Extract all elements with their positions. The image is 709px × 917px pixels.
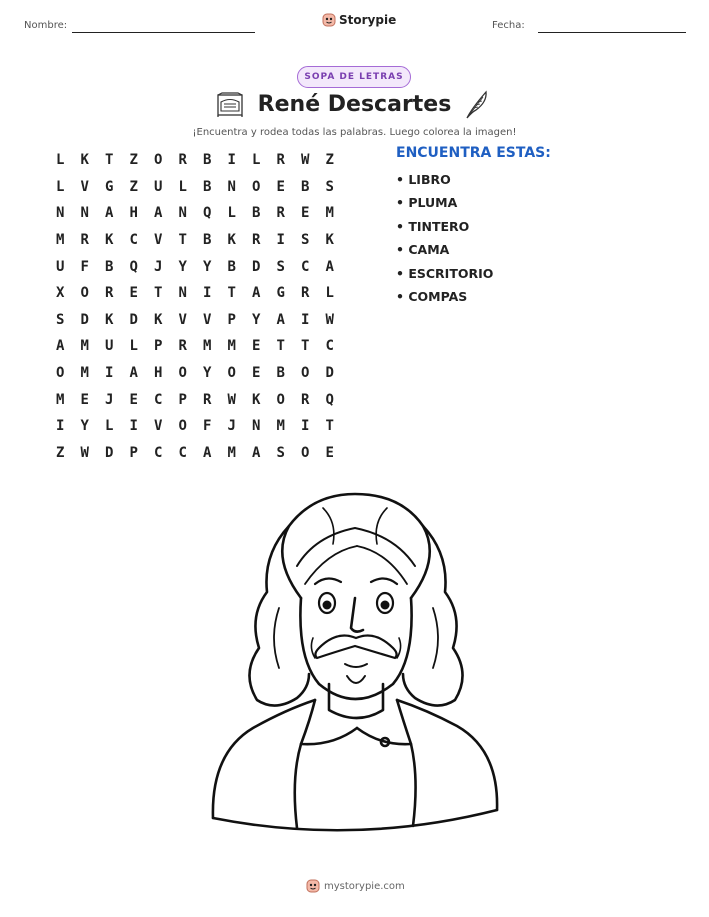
grid-letter[interactable]: N [227, 178, 236, 195]
grid-letter[interactable]: M [227, 338, 236, 355]
grid-letter[interactable]: J [154, 258, 163, 275]
grid-letter[interactable]: B [203, 232, 212, 249]
grid-letter[interactable]: P [227, 311, 236, 328]
grid-letter[interactable]: A [129, 365, 138, 382]
grid-letter[interactable]: M [80, 338, 89, 355]
grid-letter[interactable]: U [154, 178, 163, 195]
grid-letter[interactable]: O [301, 365, 310, 382]
grid-letter[interactable]: K [105, 232, 114, 249]
grid-letter[interactable]: A [203, 444, 212, 461]
grid-letter[interactable]: P [154, 338, 163, 355]
name-field[interactable] [72, 32, 255, 33]
grid-letter[interactable]: C [325, 338, 334, 355]
grid-letter[interactable]: U [105, 338, 114, 355]
footer-url[interactable]: mystorypie.com [324, 880, 405, 892]
grid-letter[interactable]: L [56, 152, 65, 169]
storypie-mascot-icon [322, 13, 336, 27]
grid-letter[interactable]: B [276, 365, 285, 382]
grid-letter[interactable]: E [301, 205, 310, 222]
grid-letter[interactable]: B [203, 152, 212, 169]
grid-letter[interactable]: Q [325, 391, 334, 408]
grid-letter[interactable]: R [276, 205, 285, 222]
grid-letter[interactable]: O [252, 178, 261, 195]
grid-letter[interactable]: G [276, 285, 285, 302]
name-label: Nombre: [24, 20, 68, 31]
grid-letter[interactable]: W [301, 152, 310, 169]
grid-letter[interactable]: T [276, 338, 285, 355]
grid-letter[interactable]: M [203, 338, 212, 355]
grid-letter[interactable]: D [105, 444, 114, 461]
grid-letter[interactable]: T [227, 285, 236, 302]
grid-letter[interactable]: M [80, 365, 89, 382]
grid-letter[interactable]: A [56, 338, 65, 355]
word-item: • TINTERO [396, 218, 470, 234]
footer [306, 879, 405, 893]
word-list [396, 170, 493, 310]
grid-letter[interactable]: J [105, 391, 114, 408]
grid-letter[interactable]: O [227, 365, 236, 382]
grid-letter[interactable]: E [252, 365, 261, 382]
grid-letter[interactable]: R [178, 152, 187, 169]
grid-letter[interactable]: E [276, 178, 285, 195]
brand-name: Storypie [339, 13, 397, 27]
date-field[interactable] [538, 32, 686, 33]
grid-letter[interactable]: Q [203, 205, 212, 222]
grid-letter[interactable]: G [105, 178, 114, 195]
word-item: • ESCRITORIO [396, 265, 494, 281]
grid-letter[interactable]: I [276, 232, 285, 249]
grid-letter[interactable]: V [154, 418, 163, 435]
grid-letter[interactable]: C [154, 391, 163, 408]
grid-letter[interactable]: B [301, 178, 310, 195]
grid-letter[interactable]: H [154, 365, 163, 382]
grid-letter[interactable]: R [301, 391, 310, 408]
grid-letter[interactable]: Z [129, 178, 138, 195]
grid-letter[interactable]: A [252, 444, 261, 461]
grid-letter[interactable]: T [105, 152, 114, 169]
grid-letter[interactable]: E [129, 391, 138, 408]
grid-letter[interactable]: L [325, 285, 334, 302]
grid-letter[interactable]: A [325, 258, 334, 275]
grid-letter[interactable]: D [252, 258, 261, 275]
word-item: • CAMA [396, 242, 450, 258]
page-title: René Descartes [257, 92, 452, 117]
grid-letter[interactable]: V [154, 232, 163, 249]
grid-letter[interactable]: R [252, 232, 261, 249]
grid-letter[interactable]: O [178, 365, 187, 382]
grid-letter[interactable]: I [301, 418, 310, 435]
grid-letter[interactable]: I [227, 152, 236, 169]
descartes-coloring-illustration [205, 488, 505, 848]
grid-letter[interactable]: O [276, 391, 285, 408]
grid-letter[interactable]: N [56, 205, 65, 222]
word-search-grid [48, 147, 342, 466]
grid-letter[interactable]: R [80, 232, 89, 249]
grid-letter[interactable]: O [56, 365, 65, 382]
word-item: • PLUMA [396, 195, 458, 211]
grid-letter[interactable]: M [227, 444, 236, 461]
grid-letter[interactable]: A [276, 311, 285, 328]
storypie-mascot-icon [306, 879, 320, 893]
grid-letter[interactable]: W [325, 311, 334, 328]
grid-letter[interactable]: C [154, 444, 163, 461]
grid-letter[interactable]: A [252, 285, 261, 302]
word-item: • COMPAS [396, 288, 468, 304]
grid-letter[interactable]: Y [203, 365, 212, 382]
grid-letter[interactable]: Z [129, 152, 138, 169]
grid-letter[interactable]: H [129, 205, 138, 222]
grid-letter[interactable]: I [56, 418, 65, 435]
grid-letter[interactable]: N [252, 418, 261, 435]
grid-letter[interactable]: O [301, 444, 310, 461]
grid-letter[interactable]: B [227, 258, 236, 275]
grid-letter[interactable]: T [154, 285, 163, 302]
grid-letter[interactable]: S [276, 258, 285, 275]
grid-letter[interactable]: W [80, 444, 89, 461]
word-item: • LIBRO [396, 172, 451, 187]
grid-letter[interactable]: Y [203, 258, 212, 275]
grid-letter[interactable]: E [252, 338, 261, 355]
grid-letter[interactable]: T [178, 232, 187, 249]
grid-letter[interactable]: C [178, 444, 187, 461]
grid-letter[interactable]: O [80, 285, 89, 302]
grid-letter[interactable]: F [203, 418, 212, 435]
grid-letter[interactable]: X [56, 285, 65, 302]
grid-letter[interactable]: T [325, 418, 334, 435]
grid-letter[interactable]: M [56, 391, 65, 408]
grid-letter[interactable]: I [301, 311, 310, 328]
grid-letter[interactable]: B [252, 205, 261, 222]
grid-letter[interactable]: R [105, 285, 114, 302]
grid-letter[interactable]: Y [178, 258, 187, 275]
grid-letter[interactable]: P [129, 444, 138, 461]
grid-letter[interactable]: K [154, 311, 163, 328]
grid-letter[interactable]: B [105, 258, 114, 275]
grid-letter[interactable]: A [154, 205, 163, 222]
grid-letter[interactable]: V [203, 311, 212, 328]
grid-letter[interactable]: N [80, 205, 89, 222]
grid-letter[interactable]: R [203, 391, 212, 408]
grid-letter[interactable]: L [227, 205, 236, 222]
grid-letter[interactable]: A [105, 205, 114, 222]
grid-letter[interactable]: K [325, 232, 334, 249]
grid-letter[interactable]: K [252, 391, 261, 408]
grid-letter[interactable]: L [129, 338, 138, 355]
grid-letter[interactable]: M [56, 232, 65, 249]
word-list-heading: ENCUENTRA ESTAS: [396, 145, 551, 161]
grid-letter[interactable]: E [80, 391, 89, 408]
worksheet-type-badge: SOPA DE LETRAS [297, 66, 411, 88]
grid-letter[interactable]: D [129, 311, 138, 328]
grid-letter[interactable]: L [56, 178, 65, 195]
grid-letter[interactable]: K [80, 152, 89, 169]
grid-letter[interactable]: M [325, 205, 334, 222]
grid-letter[interactable]: C [129, 232, 138, 249]
grid-letter[interactable]: Z [325, 152, 334, 169]
grid-letter[interactable]: S [56, 311, 65, 328]
grid-letter[interactable]: S [325, 178, 334, 195]
grid-letter[interactable]: E [325, 444, 334, 461]
grid-letter[interactable]: R [301, 285, 310, 302]
grid-letter[interactable]: V [178, 311, 187, 328]
grid-letter[interactable]: Y [252, 311, 261, 328]
grid-letter[interactable]: L [252, 152, 261, 169]
grid-letter[interactable]: V [80, 178, 89, 195]
instructions: ¡Encuentra y rodea todas las palabras. Luego colorea la imagen! [192, 127, 517, 138]
grid-letter[interactable]: D [325, 365, 334, 382]
grid-letter[interactable]: M [276, 418, 285, 435]
grid-letter[interactable]: B [203, 178, 212, 195]
grid-letter[interactable]: S [301, 232, 310, 249]
grid-letter[interactable]: W [227, 391, 236, 408]
grid-letter[interactable]: L [178, 178, 187, 195]
grid-letter[interactable]: R [178, 338, 187, 355]
date-label: Fecha: [492, 20, 525, 31]
grid-letter[interactable]: Z [56, 444, 65, 461]
grid-letter[interactable]: T [301, 338, 310, 355]
grid-letter[interactable]: P [178, 391, 187, 408]
grid-letter[interactable]: F [80, 258, 89, 275]
grid-letter[interactable]: O [178, 418, 187, 435]
grid-letter[interactable]: J [227, 418, 236, 435]
grid-letter[interactable]: K [227, 232, 236, 249]
grid-letter[interactable]: I [105, 365, 114, 382]
grid-letter[interactable]: S [276, 444, 285, 461]
grid-letter[interactable]: Q [129, 258, 138, 275]
grid-letter[interactable]: L [105, 418, 114, 435]
grid-letter[interactable]: U [56, 258, 65, 275]
grid-letter[interactable]: I [203, 285, 212, 302]
grid-letter[interactable]: D [80, 311, 89, 328]
grid-letter[interactable]: C [301, 258, 310, 275]
grid-letter[interactable]: I [129, 418, 138, 435]
grid-letter[interactable]: O [154, 152, 163, 169]
grid-letter[interactable]: R [276, 152, 285, 169]
grid-letter[interactable]: K [105, 311, 114, 328]
grid-letter[interactable]: N [178, 205, 187, 222]
storypie-brand [322, 13, 396, 27]
grid-letter[interactable]: N [178, 285, 187, 302]
grid-letter[interactable]: Y [80, 418, 89, 435]
grid-letter[interactable]: E [129, 285, 138, 302]
quill-feather-icon [464, 90, 490, 120]
